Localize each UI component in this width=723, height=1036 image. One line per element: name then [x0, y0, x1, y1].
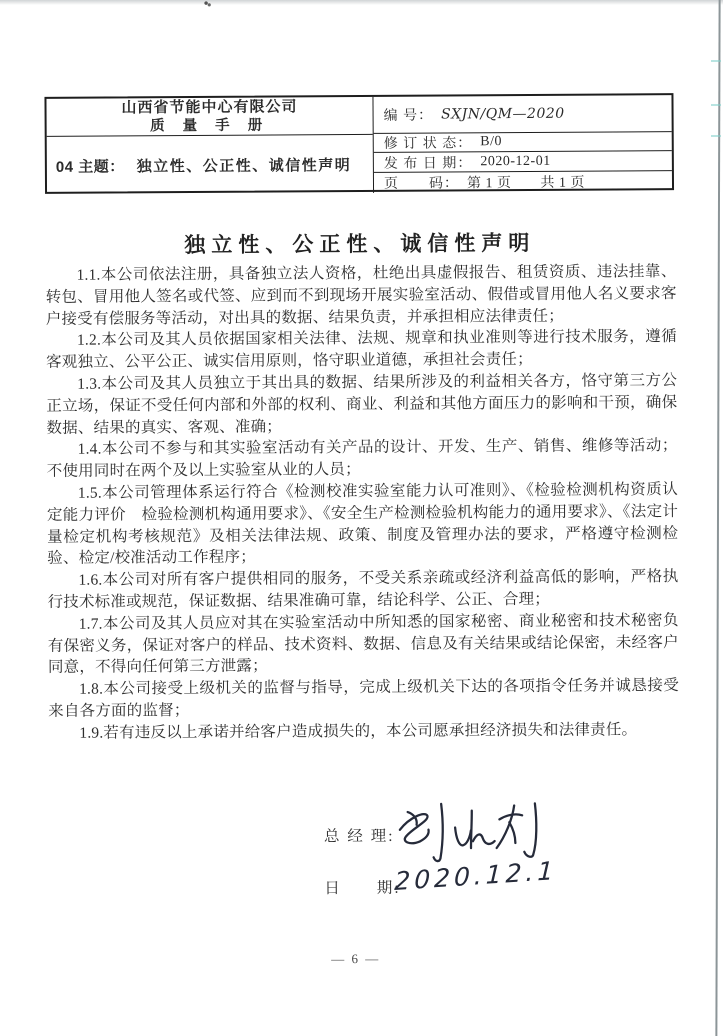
issue-date-label: 发 布 日 期： [383, 155, 473, 172]
paragraph-1-5: 1.5.本公司管理体系运行符合《检测校准实验室能力认可准则》、《检验检测机构资质认定能力评价 检验检测机构通用要求》、《安全生产检测检验机构能力的通用要求》、《法定计量检定机构考核规范》及相关法律法规、政策、制度及管理办法的要求，严格遵守检测检验、检定/校准活动工作程序； [46, 481, 679, 568]
paragraph-1-6: 1.6.本公司对所有客户提供相同的服务，不受关系亲疏或经济利益高低的影响，严格执行技术标准或规范，保证数据、结果准确可靠，结论科学、公正、合理； [47, 568, 679, 611]
issue-date-row [374, 151, 672, 173]
date-handwriting: 2020.12.1 [393, 855, 558, 896]
doc-no-row [373, 95, 671, 134]
revision-label: 修 订 状 态： [383, 136, 473, 152]
footer-page-number: — 6 — [331, 950, 381, 967]
header-left-column [46, 97, 374, 195]
subject-cell [47, 135, 373, 195]
header-right-column [373, 95, 672, 193]
declaration-body [45, 261, 679, 744]
paragraph-1-7: 1.7.本公司及其人员应对其在实验室活动中所知悉的国家秘密、商业秘密和技术秘密负有保密义务，保证对客户的样品、技术资料、数据、信息及有关结果或结论保密，未经客户同意，不得向任何第三方泄露； [47, 611, 679, 677]
header-table [44, 93, 674, 194]
page-no-label: 页 码： [383, 176, 460, 192]
paragraph-1-1: 1.1.本公司依法注册，具备独立法人资格，杜绝出具虚假报告、租赁资质、违法挂靠、转包、冒用他人签名或代签、应到而不到现场开展实验室活动、假借或冒用他人名义要求客户接受有偿服务等活动，对出具的数据、结果负责，并承担相应法律责任； [45, 263, 677, 328]
subject-value: 独立性、公正性、诚信性声明 [136, 156, 352, 175]
company-name: 山西省节能中心有限公司 [121, 97, 298, 116]
revision-value: B/0 [480, 134, 503, 150]
paragraph-1-9: 1.9.若有违反以上承诺并给客户造成损失的，本公司愿承担经济损失和法律责任。 [79, 721, 638, 742]
doc-no-label: 编 号： [383, 108, 434, 124]
general-manager-label: 总 经 理: [323, 827, 395, 846]
scan-tick-mark [711, 60, 721, 62]
paragraph-1-3: 1.3.本公司及其人员独立于其出具的数据、结果所涉及的利益相关各方，恪守第三方公正立场，保证不受任何内部和外部的权利、商业、利益和其他方面压力的影响和干预，确保数据、结果的真实、客观、准确； [46, 372, 678, 437]
scan-tick-mark [711, 104, 721, 106]
scan-tick-mark [711, 135, 721, 137]
page-no-row [374, 171, 672, 193]
scan-top-edge [0, 0, 723, 5]
paragraph-1-2: 1.2.本公司及其人员依据国家相关法律、法规、规章和执业准则等进行技术服务，遵循客观独立、公平公正、诚实信用原则，恪守职业道德，承担社会责任； [46, 328, 677, 372]
paragraph-1-8: 1.8.本公司接受上级机关的监督与指导，完成上级机关下达的各项指令任务并诚恳接受来自各方面的监督； [48, 677, 680, 720]
paragraph-1-4: 1.4.本公司不参与和其实验室活动有关产品的设计、开发、生产、销售、维修等活动；不使用同时在两个及以上实验室从业的人员； [46, 437, 678, 481]
date-label: 日 期: [324, 879, 401, 898]
company-name-cell [46, 97, 372, 137]
page-title: 独立性、公正性、诚信性声明 [184, 231, 536, 258]
subject-label: 04 主题： [55, 157, 125, 176]
manual-name: 质 量 手 册 [150, 117, 270, 134]
revision-row [374, 132, 672, 153]
page-no-value: 第 1 页 共 1 页 [466, 175, 586, 192]
scan-speck [204, 1, 211, 8]
doc-no-value: SXJN/QM—2020 [441, 105, 565, 123]
issue-date-value: 2020-12-01 [480, 153, 551, 169]
